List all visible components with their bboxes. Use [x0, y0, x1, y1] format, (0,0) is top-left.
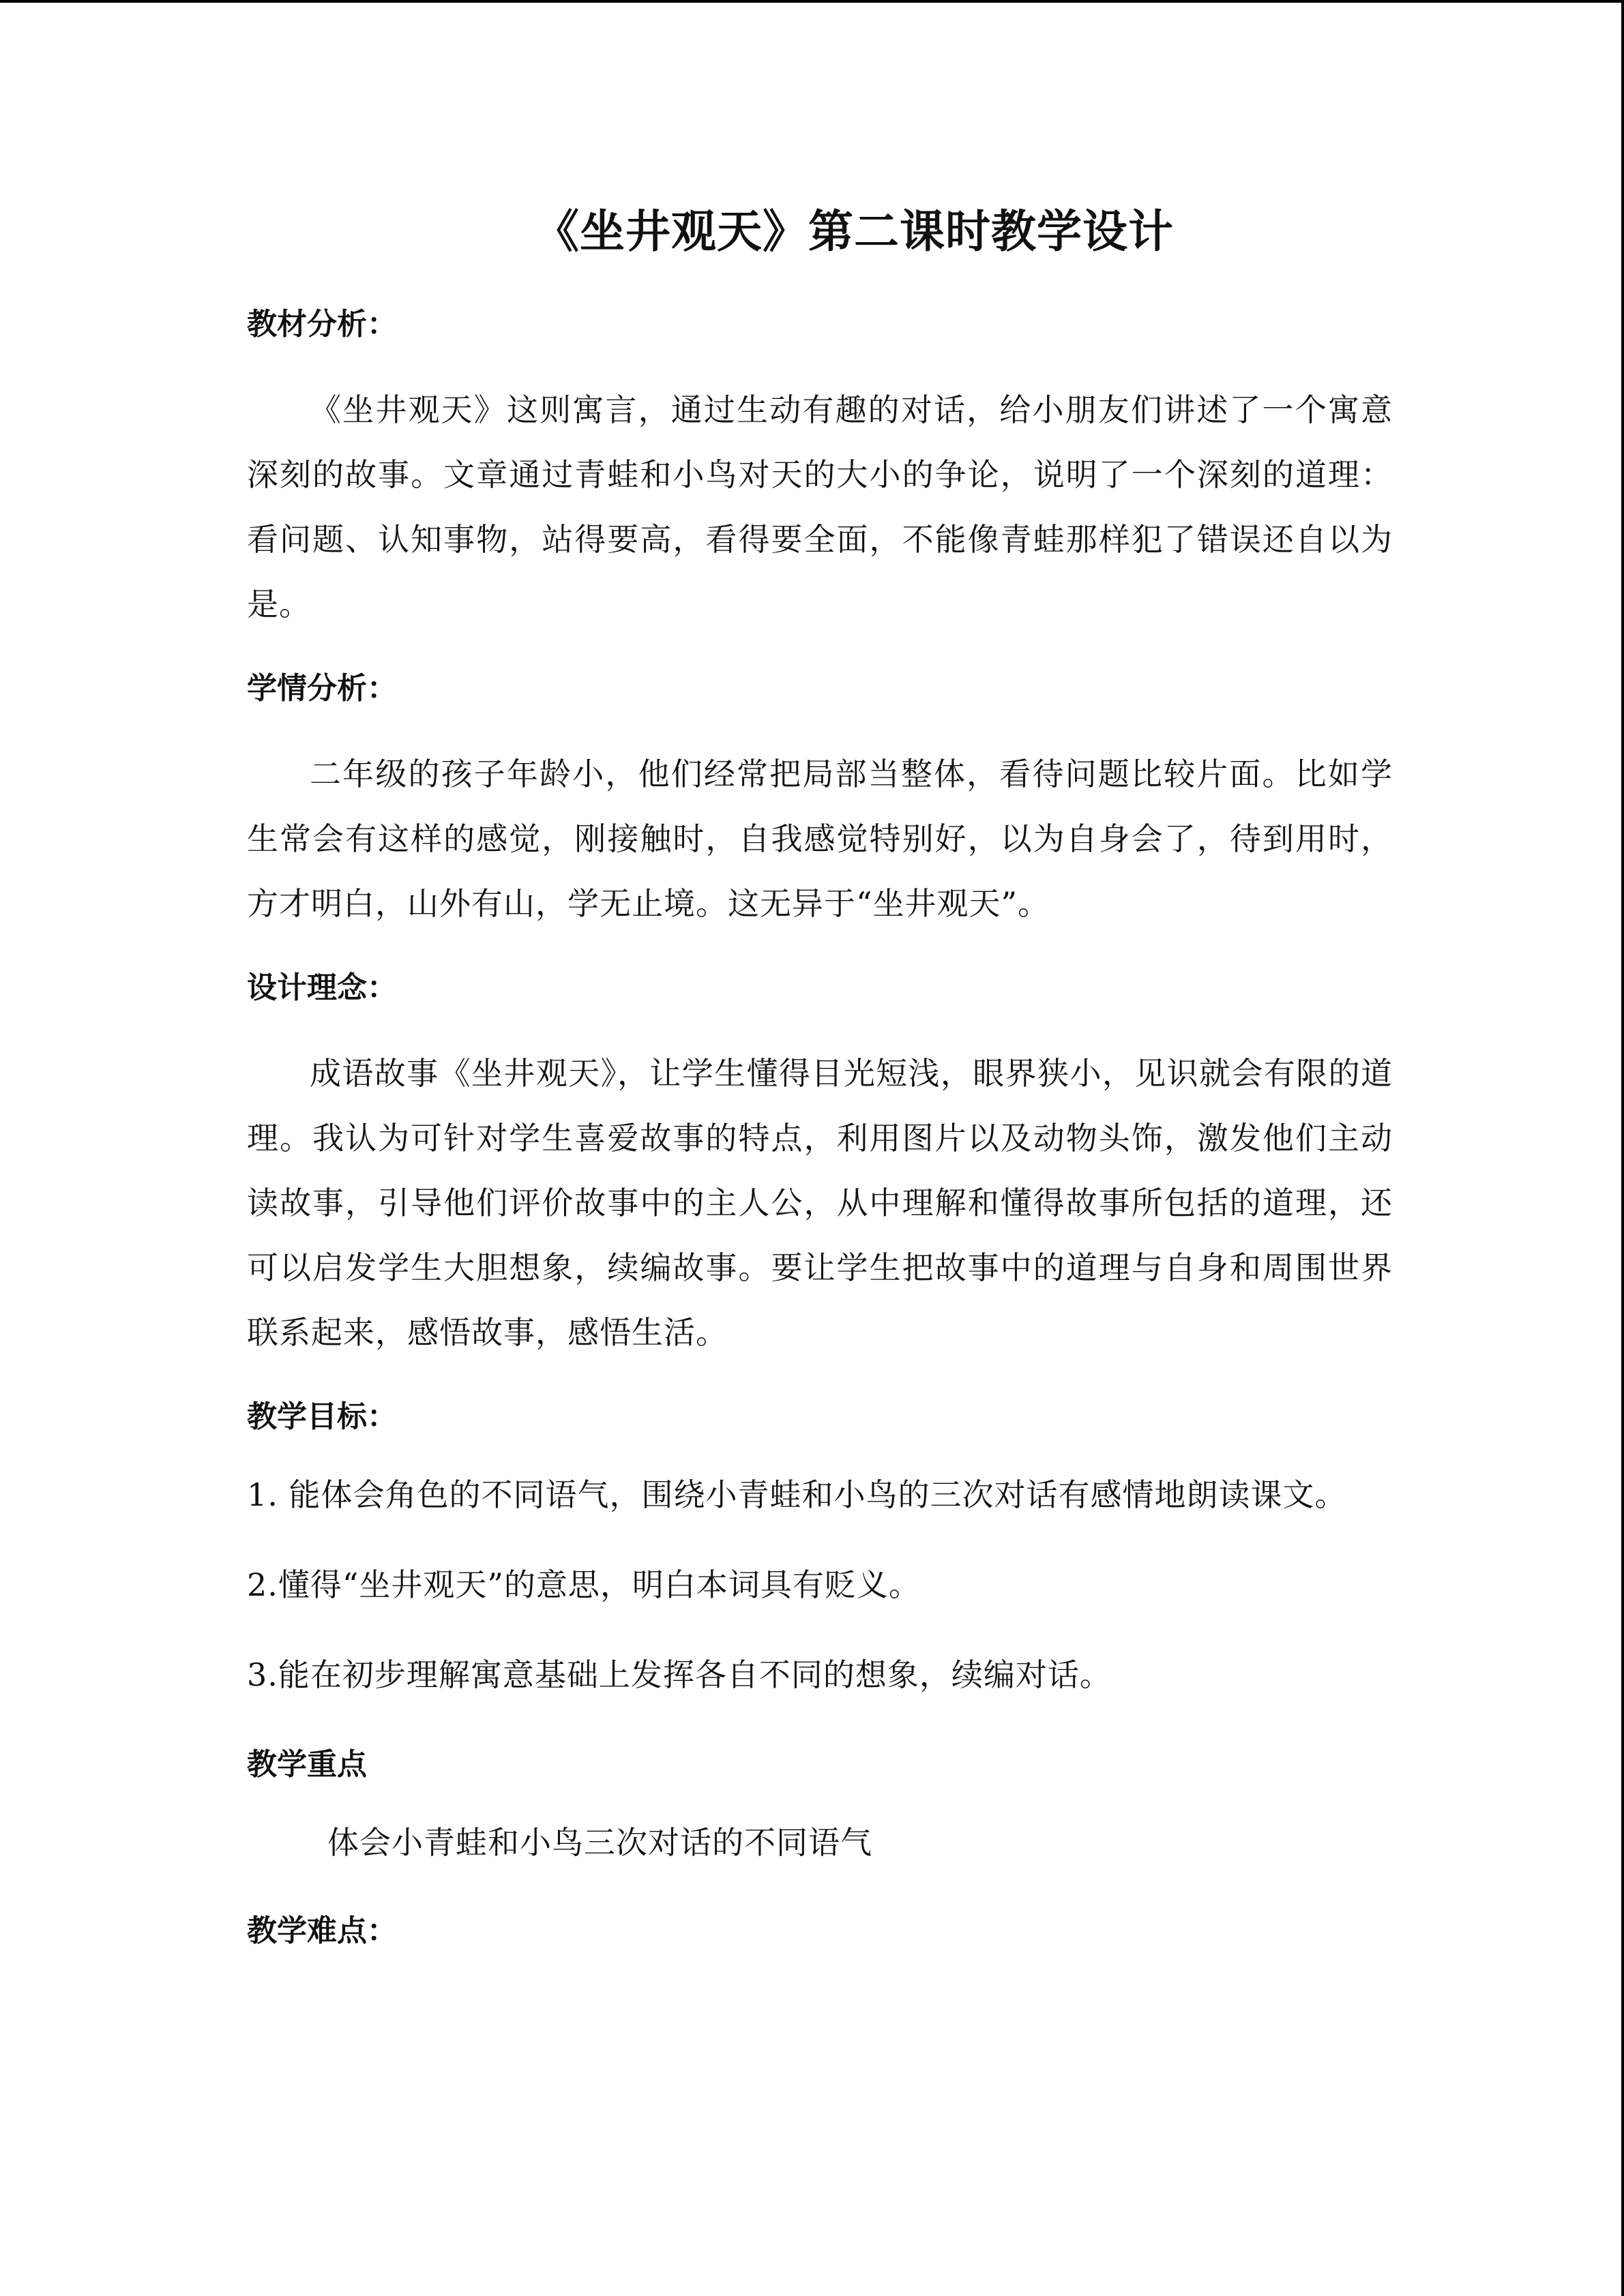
teaching-goal-item: 2.懂得“坐井观天”的意思，明白本词具有贬义。: [247, 1566, 921, 1603]
heading-key-points: 教学重点: [247, 1747, 367, 1782]
heading-difficulties: 教学难点：: [247, 1913, 397, 1948]
page-border-top: [0, 0, 1624, 3]
heading-teaching-goals: 教学目标：: [247, 1399, 397, 1434]
document-body: [247, 198, 1393, 1984]
heading-student-analysis: 学情分析：: [247, 671, 397, 706]
heading-material-analysis: 教材分析：: [247, 307, 397, 342]
paragraph-design-concept: 成语故事《坐井观天》，让学生懂得目光短浅，眼界狭小，见识就会有限的道理。我认为可针对学生喜爱故事的特点，利用图片以及动物头饰，激发他们主动读故事，引导他们评价故事中的主人公，从中理解和懂得故事所包括的道理，还可以启发学生大胆想象，续编故事。要让学生把故事中的道理与自身和周围世界联系起来，感悟故事，感悟生活。: [247, 1055, 1393, 1351]
document-title: 《坐井观天》第二课时教学设计: [534, 205, 1174, 258]
key-points-text: 体会小青蛙和小鸟三次对话的不同语气: [327, 1824, 872, 1861]
heading-design-concept: 设计理念：: [247, 970, 397, 1005]
teaching-goal-item: 1. 能体会角色的不同语气，围绕小青蛙和小鸟的三次对话有感情地朗读课文。: [247, 1476, 1347, 1513]
paragraph-material-analysis: 《坐井观天》这则寓言，通过生动有趣的对话，给小朋友们讲述了一个寓意深刻的故事。文章通过青蛙和小鸟对天的大小的争论，说明了一个深刻的道理：看问题、认知事物，站得要高，看得要全面，不能像青蛙那样犯了错误还自以为是。: [247, 391, 1393, 623]
teaching-goal-item: 3.能在初步理解寓意基础上发挥各自不同的想象，续编对话。: [247, 1656, 1112, 1693]
paragraph-student-analysis: 二年级的孩子年龄小，他们经常把局部当整体，看待问题比较片面。比如学生常会有这样的感觉，刚接触时，自我感觉特别好，以为自身会了，待到用时，方才明白，山外有山，学无止境。这无异于“坐井观天”。: [247, 756, 1393, 922]
page-border-right: [1621, 0, 1624, 2296]
